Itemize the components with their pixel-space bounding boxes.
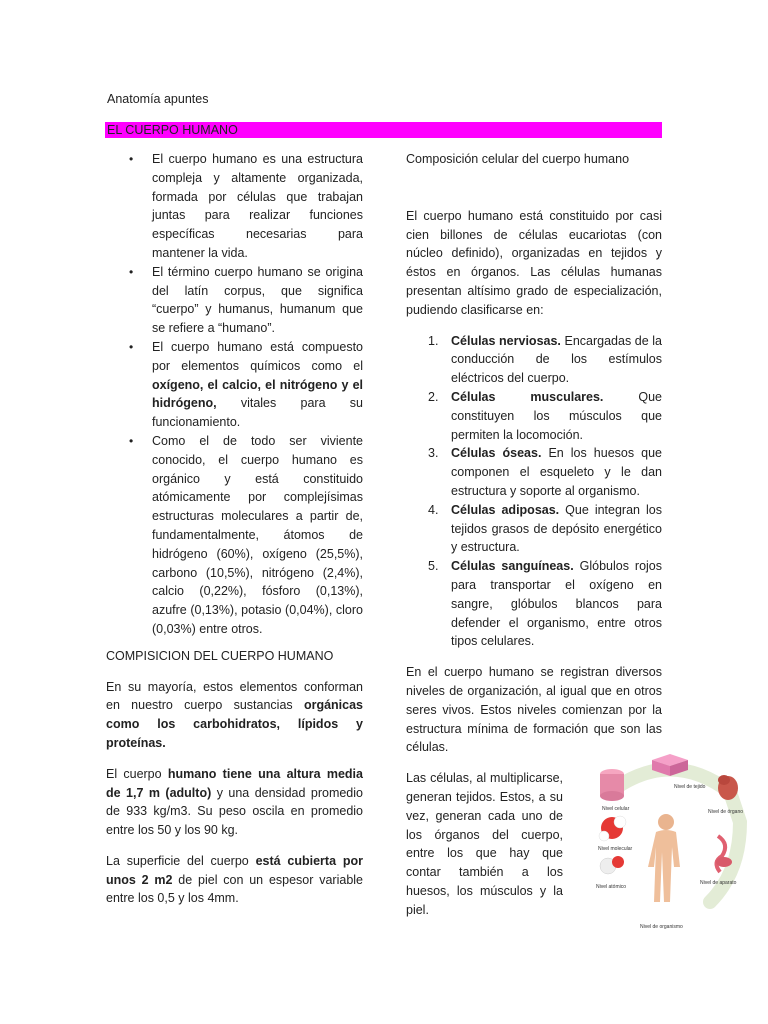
list-item bbox=[106, 432, 363, 639]
cell-level-icon bbox=[600, 769, 624, 801]
paragraph-text: La superficie del cuerpo bbox=[106, 853, 256, 868]
list-number: 5. bbox=[428, 559, 439, 574]
paragraph-text: de piel con un espesor variable entre los 0,5 y los 4mm. bbox=[106, 872, 363, 906]
cell-type-description: Glóbulos rojos para transportar el oxígeno en sangre, glóbulos blancos para defender el organismo, entre otros tipos celulares. bbox=[451, 559, 663, 649]
cell-type-description: En los huesos que componen el esqueleto y le dan estructura y soporte al organismo. bbox=[451, 446, 662, 498]
bullet-bold-text: oxígeno, el calcio, el nitrógeno y el hidrógeno, bbox=[152, 377, 363, 411]
list-item bbox=[406, 388, 662, 444]
bullet-icon: • bbox=[129, 152, 134, 166]
paragraph-height bbox=[106, 765, 363, 840]
paragraph-text: y una densidad promedio de 933 kg/m3. Su peso oscila en promedio entre los 50 y los 90 kg. bbox=[106, 785, 363, 838]
paragraph-surface bbox=[106, 852, 363, 908]
cell-type-name: Células musculares. bbox=[451, 389, 604, 404]
left-column bbox=[106, 150, 363, 908]
composition-heading: COMPISICION DEL CUERPO HUMANO bbox=[106, 648, 334, 663]
list-number: 4. bbox=[428, 502, 439, 517]
cell-type-description: Encargadas de la conducción de los estímulos eléctricos del cuerpo. bbox=[451, 333, 663, 386]
atom-level-icon bbox=[600, 856, 624, 874]
cell-type-name: Células nerviosas. bbox=[451, 333, 561, 348]
list-number: 2. bbox=[428, 389, 439, 404]
cell-type-name: Células adiposas. bbox=[451, 502, 560, 517]
organization-levels-paragraph: En el cuerpo humano se registran diversos niveles de organización, al igual que en otros seres vivos. Estos niveles comienzan por la estructura mínima de formación que son las células. bbox=[406, 665, 662, 755]
organ-level-icon bbox=[718, 775, 738, 800]
bullet-text: vitales para su funcionamiento. bbox=[152, 396, 363, 430]
bullet-icon: • bbox=[129, 433, 134, 448]
human-body-icon bbox=[648, 814, 680, 902]
cells-multiply-paragraph: Las células, al multiplicarse, generan tejidos. Estos, a su vez, generan cada uno de los órganos del cuerpo, entre los que hay que contar también a los huesos, los músculos y la piel. bbox=[406, 771, 563, 917]
label-nivel-organismo: Nivel de organismo bbox=[640, 924, 683, 930]
label-nivel-molecular: Nivel molecular bbox=[598, 846, 633, 852]
cell-types-list bbox=[406, 332, 662, 652]
bullet-text: El cuerpo humano es una estructura compleja y altamente organizada, formada por células que trabajan juntas para realizar funciones específicas necesarias para mantener la vida. bbox=[152, 152, 363, 260]
list-item bbox=[406, 501, 662, 557]
label-nivel-organo: Nivel de órgano bbox=[708, 809, 744, 815]
list-item bbox=[406, 444, 662, 500]
paragraph-text: En su mayoría, estos elementos conforman en nuestro cuerpo sustancias bbox=[106, 679, 363, 713]
paragraph-bold-text: está cubierta por unos 2 m2 bbox=[106, 853, 363, 887]
list-item bbox=[106, 150, 363, 263]
cell-type-description: Que integran los tejidos grasos de depósito energético y estructura. bbox=[451, 502, 662, 555]
paragraph-text: El cuerpo bbox=[106, 766, 168, 781]
bullet-icon: • bbox=[129, 339, 134, 354]
molecule-level-icon bbox=[599, 816, 626, 841]
label-nivel-tejido: Nivel de tejido bbox=[674, 784, 706, 790]
paragraph-bold-text: humano tiene una altura media de 1,7 m (adulto) bbox=[106, 766, 363, 800]
paragraph-bold-text: orgánicas como los carbohidratos, lípidos y proteínas. bbox=[106, 698, 363, 750]
section-heading-bar: EL CUERPO HUMANO bbox=[105, 122, 662, 138]
cell-intro-paragraph: El cuerpo humano está constituido por casi cien billones de células eucariotas (con núcleo definido), organizadas en tejidos y éstos en órganos. Las células humanas presentan altísimo grado de especialización, pudiendo clasificarse en: bbox=[406, 208, 662, 317]
document-title: Anatomía apuntes bbox=[107, 92, 209, 106]
cell-type-name: Células sanguíneas. bbox=[451, 559, 574, 574]
bullet-text: El cuerpo humano está compuesto por elementos químicos como el bbox=[152, 339, 363, 373]
label-nivel-celular: Nivel celular bbox=[602, 806, 630, 812]
label-nivel-atomico: Nivel atómico bbox=[596, 884, 627, 890]
label-nivel-aparato: Nivel de aparato bbox=[700, 880, 737, 886]
bullet-text: El término cuerpo humano se origina del latín corpus, que significa “cuerpo” y humanus, humanum que se refiere a “humano”. bbox=[152, 264, 363, 336]
list-item bbox=[106, 263, 363, 338]
cell-type-description: Que constituyen los músculos que permiten la locomoción. bbox=[451, 389, 662, 442]
bullet-text: Como el de todo ser viviente conocido, el cuerpo humano es orgánico y está constituido atómicamente por complejísimas estructuras moleculares a partir de, fundamentalmente, átomos de hidrógeno (60%), oxígeno (25,5%), carbono (10,5%), nitrógeno (2,4%), calcio (0,22%), fósforo (0,13%), azufre (0,13%), potasio (0,04%), cloro (0,03%) entre otros. bbox=[152, 433, 363, 636]
bullet-icon: • bbox=[129, 264, 134, 279]
organization-levels-diagram bbox=[590, 752, 750, 932]
list-item bbox=[406, 332, 662, 388]
list-number: 1. bbox=[428, 333, 439, 348]
cell-composition-heading: Composición celular del cuerpo humano bbox=[406, 152, 630, 166]
list-item bbox=[406, 557, 662, 651]
list-number: 3. bbox=[428, 446, 439, 461]
list-item bbox=[106, 338, 363, 432]
organization-levels-figure bbox=[590, 752, 750, 932]
bullet-list bbox=[106, 150, 363, 639]
paragraph-substances bbox=[106, 678, 363, 753]
cell-type-name: Células óseas. bbox=[451, 446, 542, 461]
